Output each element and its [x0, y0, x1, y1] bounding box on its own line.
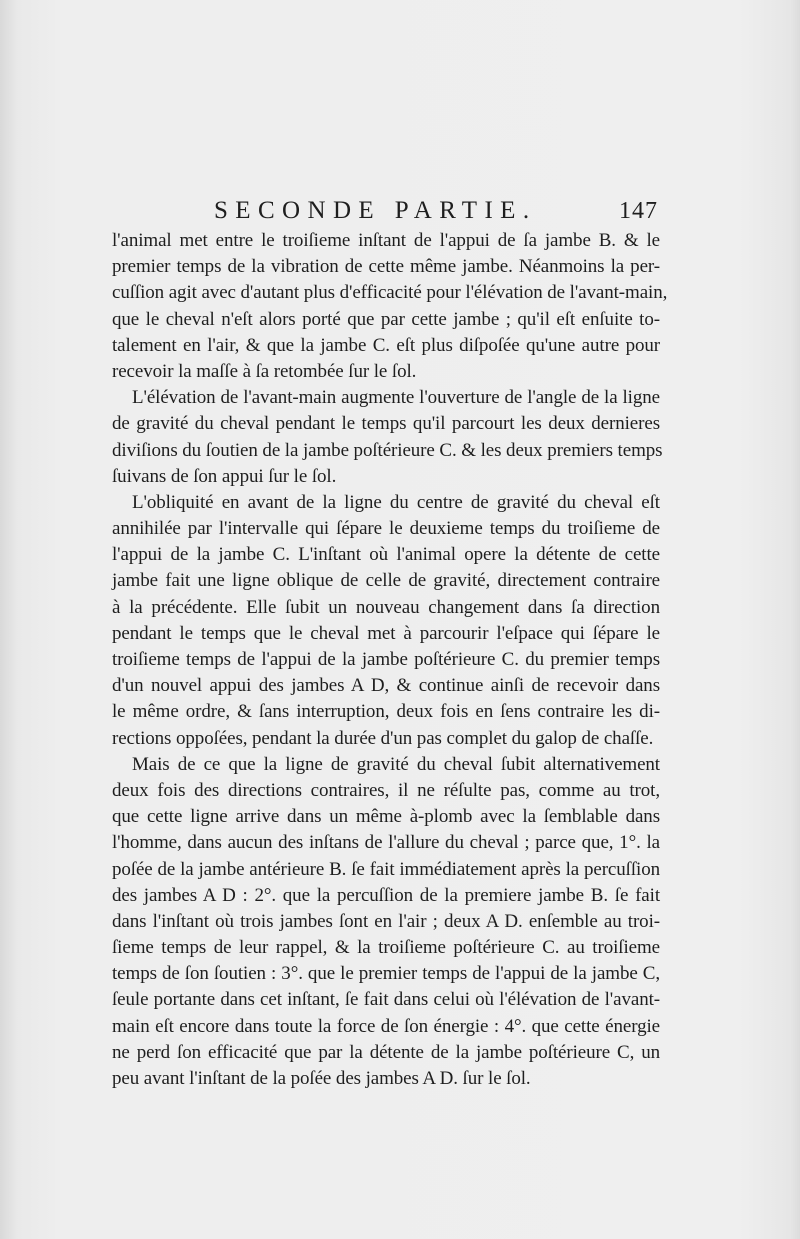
text-line: L'élévation de l'avant-main augmente l'ouverture de l'angle de la ligne [132, 387, 660, 409]
page-header [214, 194, 658, 228]
text-line: poſée de la jambe antérieure B. ſe fait immédiatement après la percuſſion [112, 858, 660, 880]
text-line: à la précédente. Elle ſubit un nouveau changement dans ſa direction [112, 596, 660, 618]
paragraph [112, 752, 660, 1092]
text-line: rections oppoſées, pendant la durée d'un pas complet du galop de chaſſe. [112, 727, 654, 749]
body-text [112, 228, 668, 1092]
text-line: temps de ſon ſoutien : 3°. que le premier temps de l'appui de la jambe C, [112, 963, 660, 985]
text-line: cuſſion agit avec d'autant plus d'efficacité pour l'élévation de l'avant-main, [112, 282, 668, 304]
text-line: talement en l'air, & que la jambe C. eſt plus diſpoſée qu'une autre pour [112, 334, 660, 356]
text-line: l'appui de la jambe C. L'inſtant où l'animal opere la détente de cette [112, 544, 660, 566]
text-line: ſeule portante dans cet inſtant, ſe fait dans celui où l'élévation de l'avant- [112, 989, 660, 1011]
text-line: ſieme temps de leur rappel, & la troiſieme poſtérieure C. au troiſieme [112, 937, 660, 959]
text-line: l'animal met entre le troiſieme inſtant de l'appui de ſa jambe B. & le [112, 230, 660, 251]
text-line: d'un nouvel appui des jambes A D, & continue ainſi de recevoir dans [112, 675, 660, 697]
text-line: de gravité du cheval pendant le temps qu'il parcourt les deux dernieres [112, 413, 660, 435]
paragraph [112, 228, 668, 385]
text-line: premier temps de la vibration de cette même jambe. Néanmoins la per- [112, 256, 660, 278]
text-line: peu avant l'inſtant de la poſée des jambes A D. ſur le ſol. [112, 1068, 531, 1089]
text-line: le même ordre, & ſans interruption, deux fois en ſens contraire les di- [112, 701, 660, 723]
text-line: jambe fait une ligne oblique de celle de gravité, directement contraire [112, 570, 660, 592]
text-line: pendant le temps que le cheval met à parcourir l'eſpace qui ſépare le [112, 622, 660, 644]
text-line: annihilée par l'intervalle qui ſépare le deuxieme temps du troiſieme de [112, 518, 660, 540]
text-line: recevoir la maſſe à ſa retombée ſur le ſol. [112, 360, 417, 382]
text-line: main eſt encore dans toute la force de ſon énergie : 4°. que cette énergie [112, 1015, 660, 1037]
text-line: des jambes A D : 2°. que la percuſſion de la premiere jambe B. ſe fait [112, 884, 660, 906]
text-line: ne perd ſon efficacité que par la détente de la jambe poſtérieure C, un [112, 1041, 660, 1063]
paragraph [112, 385, 663, 490]
running-title: SECONDE PARTIE. [214, 197, 537, 224]
text-line: diviſions du ſoutien de la jambe poſtérieure C. & les deux premiers temps [112, 439, 663, 461]
text-line: L'obliquité en avant de la ligne du centre de gravité du cheval eſt [132, 491, 660, 513]
paragraph [112, 490, 660, 752]
text-line: dans l'inſtant où trois jambes ſont en l'air ; deux A D. enſemble au troi- [112, 910, 660, 932]
text-line: que le cheval n'eſt alors porté que par cette jambe ; qu'il eſt enſuite to- [112, 308, 660, 330]
text-line: ſuivans de ſon appui ſur le ſol. [112, 465, 337, 487]
text-line: Mais de ce que la ligne de gravité du cheval ſubit alternativement [132, 753, 660, 775]
text-line: l'homme, dans aucun des inſtans de l'allure du cheval ; parce que, 1°. la [112, 832, 660, 854]
text-line: troiſieme temps de l'appui de la jambe poſtérieure C. du premier temps [112, 649, 660, 670]
page-number: 147 [619, 198, 658, 224]
text-line: que cette ligne arrive dans un même à-plomb avec la ſemblable dans [112, 806, 660, 828]
text-line: deux fois des directions contraires, il ne réſulte pas, comme au trot, [112, 779, 660, 801]
